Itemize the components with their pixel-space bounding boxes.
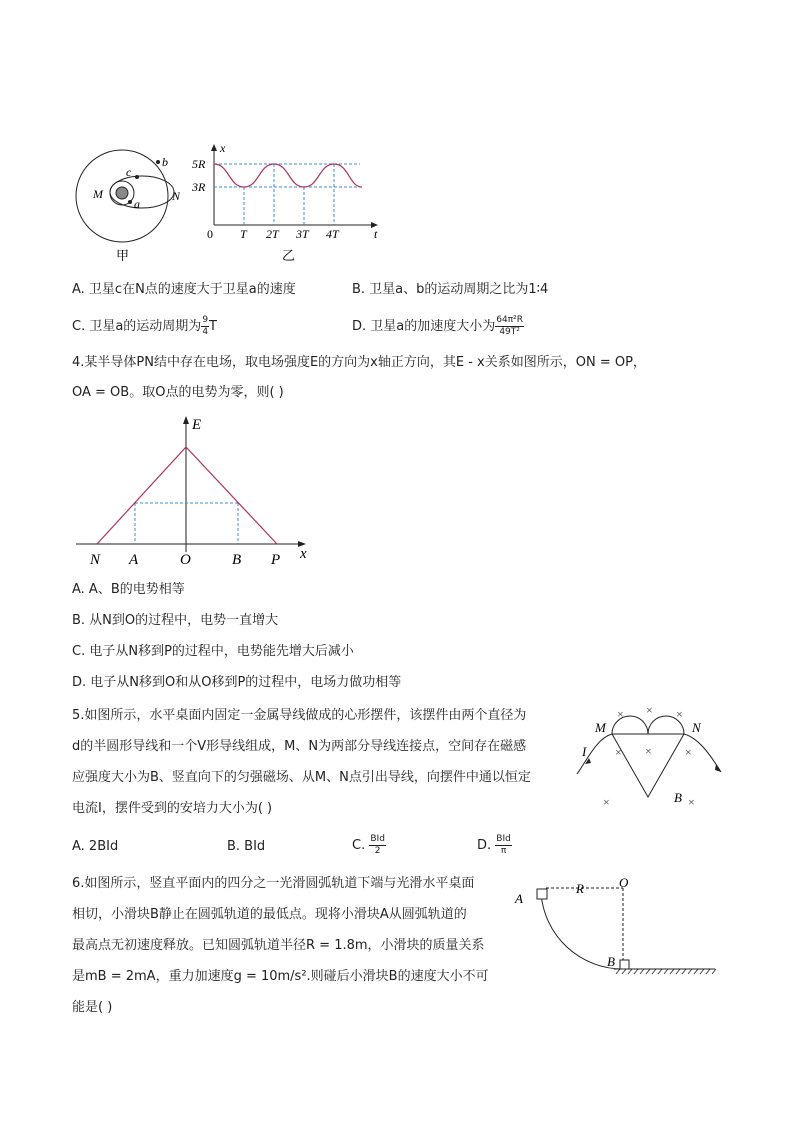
svg-text:×: × bbox=[617, 707, 624, 721]
label-B: B bbox=[607, 954, 615, 969]
q5-stem-line4: 电流I，摆件受到的安培力大小为( ) bbox=[72, 801, 273, 816]
e-x-graph bbox=[76, 412, 326, 572]
caption-jia: 甲 bbox=[116, 248, 130, 263]
q4-stem-line2: OA = OB。取O点的电势为零，则( ) bbox=[72, 385, 284, 400]
label-N: N bbox=[172, 189, 180, 203]
q3-option-b: B. 卫星a、b的运动周期之比为1∶4 bbox=[352, 282, 549, 297]
q5-stem-line2: d的半圆形导线和一个V形导线组成，M、N为两部分导线连接点，空间存在磁感 bbox=[72, 739, 527, 754]
xtick-4T: 4T bbox=[326, 227, 339, 241]
q5-option-b: B. BId bbox=[227, 839, 266, 854]
xtick-2T: 2T bbox=[266, 227, 279, 241]
q6-stem-line4: 是mB = 2mA，重力加速度g = 10m/s².则碰后小滑块B的速度大小不可 bbox=[72, 969, 489, 984]
label-c: c bbox=[126, 165, 132, 179]
q6-stem-line3: 最高点无初速度释放。已知圆弧轨道半径R = 1.8m，小滑块的质量关系 bbox=[72, 938, 485, 953]
satellite-a bbox=[128, 200, 132, 204]
q5-stem-line3: 应强度大小为B、竖直向下的匀强磁场、从M、N点引出导线，向摆件中通以恒定 bbox=[72, 770, 531, 785]
label-M: M bbox=[595, 720, 606, 735]
q3-option-a: A. 卫星c在N点的速度大于卫星a的速度 bbox=[72, 282, 296, 297]
q6-stem-line1: 6.如图所示，竖直平面内的四分之一光滑圆弧轨道下端与光滑水平桌面 bbox=[72, 876, 475, 891]
svg-text:×: × bbox=[615, 745, 622, 759]
label-a: a bbox=[134, 197, 140, 211]
label-R: R bbox=[576, 881, 584, 896]
ytick-3R: 3R bbox=[192, 180, 206, 194]
q4-option-b: B. 从N到O的过程中，电势一直增大 bbox=[72, 613, 279, 628]
q4-option-a: A. A、B的电势相等 bbox=[72, 582, 185, 597]
xtick-T: T bbox=[240, 227, 247, 241]
label-M: M bbox=[93, 187, 103, 201]
caption-yi: 乙 bbox=[282, 248, 296, 263]
q5-option-a: A. 2BId bbox=[72, 839, 119, 854]
arc-track-figure bbox=[510, 875, 720, 990]
q6-stem-line2: 相切，小滑块B静止在圆弧轨道的最低点。现将小滑块A从圆弧轨道的 bbox=[72, 907, 467, 922]
q6-stem-line5: 能是( ) bbox=[72, 1000, 113, 1015]
q5-option-d: D. $\frac{\text{BId}}{\pi}$ bbox=[477, 834, 511, 856]
xtick-3T: 3T bbox=[296, 227, 309, 241]
svg-text:×: × bbox=[645, 744, 652, 758]
label-A: A bbox=[129, 552, 139, 568]
label-B: B bbox=[674, 790, 682, 805]
satellite-c bbox=[135, 175, 139, 179]
label-P: P bbox=[271, 552, 281, 568]
axis-x-label: x bbox=[220, 141, 226, 155]
q3-option-c: C. 卫星a的运动周期为 $\frac{9}{4}$ T bbox=[72, 315, 217, 337]
label-O: O bbox=[619, 875, 629, 890]
label-O: O bbox=[180, 552, 191, 568]
q5-stem-line1: 5.如图所示，水平桌面内固定一金属导线做成的心形摆件，该摆件由两个直径为 bbox=[72, 708, 527, 723]
label-N: N bbox=[692, 720, 701, 735]
q5-option-c: C. $\frac{\text{BId}}{2}$ bbox=[352, 834, 385, 856]
q3-option-d: D. 卫星a的加速度大小为 $\frac{\text{64π²R}}{\text{49T²}}$ bbox=[352, 315, 523, 337]
q4-option-c: C. 电子从N移到P的过程中，电势能先增大后减小 bbox=[72, 644, 354, 659]
block-A bbox=[537, 889, 547, 899]
label-B: B bbox=[232, 552, 242, 568]
satellite-b bbox=[156, 160, 160, 164]
xtick-0: 0 bbox=[207, 227, 213, 241]
heart-wire-figure bbox=[575, 700, 735, 812]
svg-text:×: × bbox=[685, 745, 692, 759]
label-I: I bbox=[582, 744, 587, 759]
q4-option-d: D. 电子从N移到O和从O移到P的过程中，电场力做功相等 bbox=[72, 675, 402, 690]
x-t-curve bbox=[214, 164, 362, 187]
axis-x-label: x bbox=[300, 546, 307, 562]
orbit-figure bbox=[70, 148, 180, 268]
svg-text:×: × bbox=[676, 707, 683, 721]
svg-text:×: × bbox=[646, 703, 653, 717]
label-N: N bbox=[90, 552, 101, 568]
e-x-curve bbox=[97, 447, 277, 544]
svg-text:×: × bbox=[603, 795, 610, 809]
axis-t-label: t bbox=[374, 227, 378, 241]
block-B bbox=[620, 960, 629, 969]
svg-text:×: × bbox=[688, 795, 695, 809]
label-A: A bbox=[515, 891, 523, 906]
ytick-5R: 5R bbox=[192, 157, 206, 171]
planet bbox=[116, 187, 128, 199]
axis-E-label: E bbox=[192, 417, 202, 433]
label-b: b bbox=[162, 155, 168, 169]
xt-graph bbox=[190, 140, 390, 265]
q4-stem-line1: 4.某半导体PN结中存在电场，取电场强度E的方向为x轴正方向，其E - x关系如图所示，ON = OP， bbox=[72, 355, 646, 370]
